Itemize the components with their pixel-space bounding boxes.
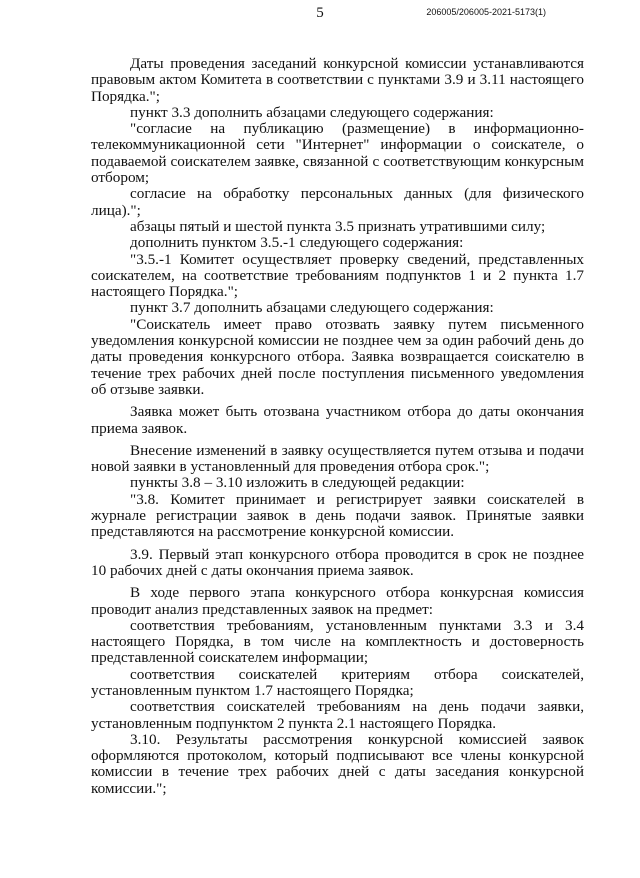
paragraph: Заявка может быть отозвана участником отбора до даты окончания приема заявок. (91, 403, 584, 437)
page-number: 5 (316, 5, 324, 21)
paragraph: Даты проведения заседаний конкурсной комиссии устанавливаются правовым актом Комитета в соответствии с пунктами 3.9 и 3.11 настоящего Порядка."; (91, 55, 584, 105)
paragraph: 3.10. Результаты рассмотрения конкурсной комиссией заявок оформляются протоколом, который подписывают все члены конкурсной комиссии в течение трех рабочих дней с даты заседания конкурсной комиссии."; (91, 730, 584, 797)
paragraph: соответствия требованиям, установленным пунктами 3.3 и 3.4 настоящего Порядка, в том числе на комплектность и достоверность представленной соискателем информации; (91, 616, 584, 667)
paragraph: дополнить пунктом 3.5.-1 следующего содержания: (130, 234, 464, 252)
paragraph: соответствия соискателей требованиям на день подачи заявки, установленным подпунктом 2 пункта 2.1 настоящего Порядка. (91, 698, 584, 732)
paragraph: пункт 3.7 дополнить абзацами следующего содержания: (130, 299, 494, 317)
paragraph: "3.8. Комитет принимает и регистрирует заявки соискателей в журнале регистрации заявок в день подачи заявок. Принятые заявки представляются на рассмотрение конкурсной комиссии. (91, 490, 584, 541)
document-body (91, 56, 584, 797)
paragraph: В ходе первого этапа конкурсного отбора конкурсная комиссия проводит анализ представленных заявок на предмет: (91, 584, 584, 618)
paragraph: пункты 3.8 – 3.10 изложить в следующей редакции: (130, 474, 465, 492)
paragraph: абзацы пятый и шестой пункта 3.5 признать утратившими силу; (130, 217, 546, 235)
paragraph: "согласие на публикацию (размещение) в информационно-телекоммуникационной сети "Интернет" информации о соискателе, о подаваемой соискателем заявке, связанной с соответствующим конкурсным отбором; (91, 120, 584, 187)
paragraph: соответствия соискателей критериям отбора соискателей, установленным пунктом 1.7 настоящего Порядка; (91, 665, 584, 699)
paragraph: Внесение изменений в заявку осуществляется путем отзыва и подачи новой заявки в установленный для проведения отбора срок."; (91, 441, 584, 476)
document-code: 206005/206005-2021-5173(1) (426, 7, 546, 17)
paragraph: согласие на обработку персональных данных (для физического лица)."; (91, 185, 584, 219)
paragraph: пункт 3.3 дополнить абзацами следующего содержания: (130, 103, 494, 121)
paragraph: "3.5.-1 Комитет осуществляет проверку сведений, представленных соискателем, на соответствие требованиям подпунктов 1 и 2 пункта 1.7 настоящего Порядка."; (91, 250, 584, 301)
paragraph: 3.9. Первый этап конкурсного отбора проводится в срок не позднее 10 рабочих дней с даты окончания приема заявок. (91, 545, 584, 579)
paragraph: "Соискатель имеет право отозвать заявку путем письменного уведомления конкурсной комиссии не позднее чем за один рабочий день до даты проведения конкурсного отбора. Заявка возвращается соискателю в течение трех рабочих дней после поступления письменного уведомления об отзыве заявки. (91, 315, 584, 398)
